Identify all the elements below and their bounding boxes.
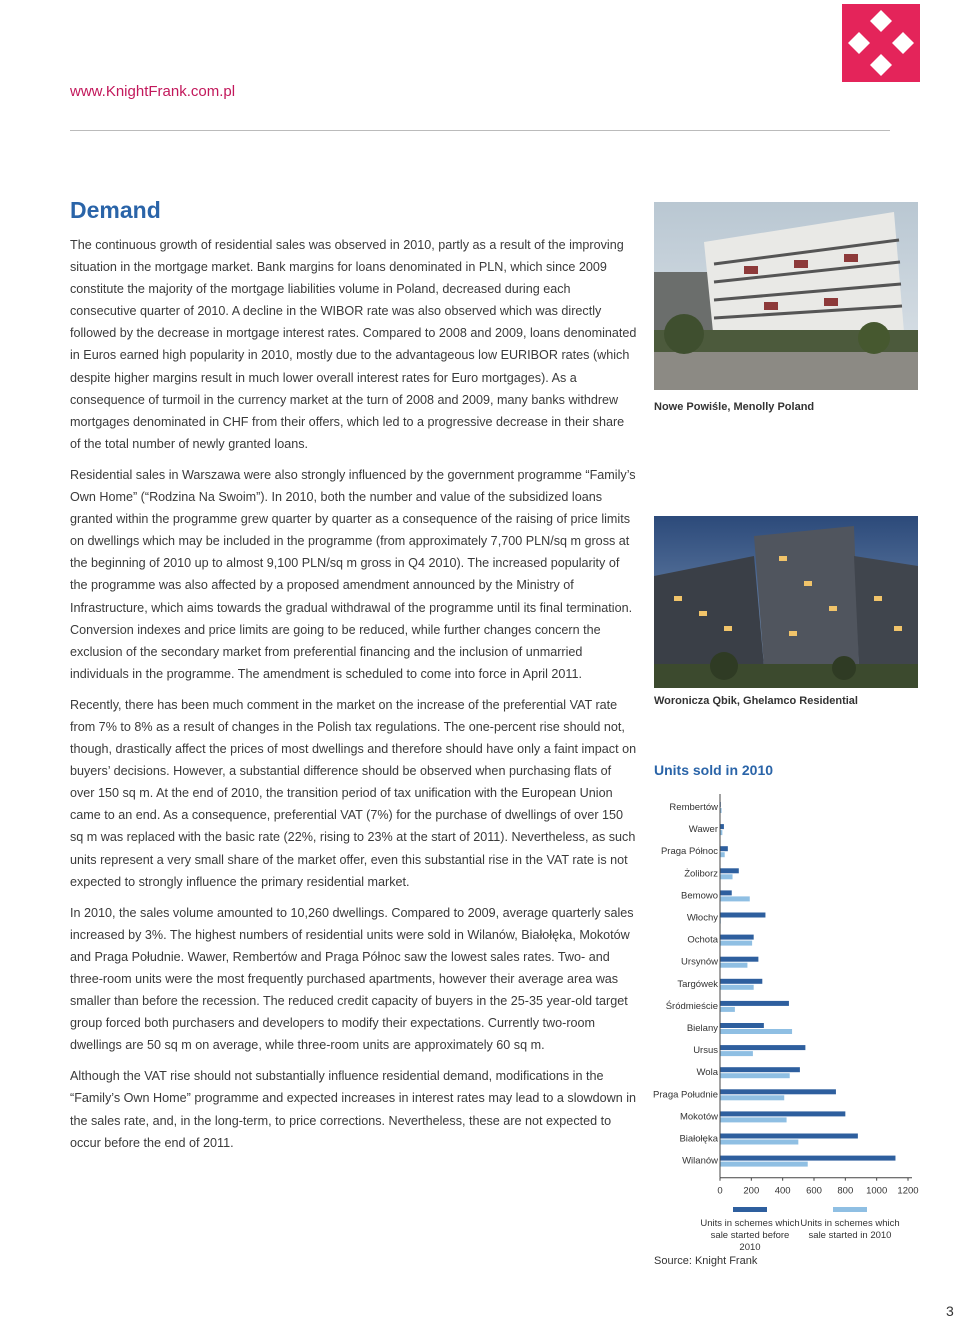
category-label: Włochy — [686, 912, 718, 924]
legend-swatch — [733, 1207, 767, 1212]
bar — [720, 1045, 805, 1050]
category-label: Bielany — [686, 1023, 718, 1034]
paragraph: The continuous growth of residential sales was observed in 2010, partly as a result of the improving situation in the mortgage market. Bank margins for loans denominated in PLN, which since 2009 constitute the majority of the mortgage liabilities volume in Poland, decreased during each consecutive quarter of 2010. A decline in the WIBOR rate was also observed which was directly followed by the decrease in mortgage interest rates. Compared to 2008 and 2009, loans denominated in Euros earned high popularity in 2010, mostly due to the advantageous low EURIBOR rates (which despite higher margins result in much lower overall interest rates for Euro mortgages). As a consequence of turmoil in the currency market at the turn of 2008 and 2009, many banks withdrew mortgages denominated in CHF from their offers, which led to a progressive decrease in their share of the total number of newly granted loans. — [70, 238, 637, 451]
x-tick-label: 200 — [743, 1185, 760, 1197]
bar — [720, 1162, 808, 1167]
bar — [720, 957, 758, 962]
category-label: Targówek — [677, 978, 718, 990]
x-tick-label: 600 — [806, 1185, 822, 1197]
bar — [720, 963, 747, 968]
legend-swatch — [833, 1207, 867, 1212]
bar — [720, 1095, 784, 1100]
legend-label: Units in schemes which sale started before 2010 — [700, 1218, 800, 1253]
paragraph: Residential sales in Warszawa were also strongly influenced by the government programme “Family’s Own Home” (“Rodzina Na Swoim”). In 2010, both the number and value of the subsidized loans granted within the programme grew quarter by quarter as a consequence of the raising of price limits on dwellings which may be included in the programme (from approximately 7,700 PLN/sq m gross at the beginning of 2010 up to almost 9,100 PLN/sq m gross in Q4 2010). The increased popularity of the programme was also affected by a proposed amendment announced by the Ministry of Infrastructure, which aims towards the gradual withdrawal of the programme until its final termination. Conversion indexes and price limits are going to be reduced, while further changes concern the exclusion of the secondary market from preferential financing and the inclusion of unmarried individuals in the programme. The amendment is scheduled to come into force in April 2011. — [70, 467, 636, 681]
photo-nowe-powisle — [654, 202, 918, 390]
bar — [720, 1067, 800, 1072]
bar — [720, 979, 762, 984]
legend-label: Units in schemes which sale started in 2010 — [800, 1218, 900, 1241]
bar — [720, 913, 765, 918]
header-divider — [70, 130, 890, 131]
bar — [720, 1023, 764, 1028]
knight-frank-logo — [842, 4, 920, 82]
x-tick-label: 0 — [717, 1185, 723, 1197]
bar — [720, 1089, 836, 1094]
bar — [720, 1134, 858, 1139]
bar — [720, 868, 739, 873]
legend-item-before-2010 — [700, 1207, 800, 1254]
category-label: Białołęka — [679, 1133, 718, 1145]
paragraph: Recently, there has been much comment in the market on the increase of the preferential VAT rate from 7% to 8% as a result of changes in the Polish tax regulations. The one-percent rise should not, though, drastically affect the prices of most dwellings and therefore should have only a faint impact on buyers’ decisions. However, a substantial difference should be observed when purchasing flats of over 150 sq m. At the end of 2010, the transition period of tax unification with the European Union came to an end. As a consequence, preferential VAT (7%) for the purchase of dwellings of over 150 sq m was replaced with the basic rate (22%, rising to 23% at the start of 2011). Nevertheless, as such units represent a very small share of the market offer, even this substantial rise in the VAT rate is not expected to strongly influence the primary residential market. — [70, 697, 637, 889]
category-label: Praga Południe — [653, 1089, 718, 1101]
bar — [720, 1140, 798, 1145]
paragraph: Although the VAT rise should not substantially influence residential demand, modifications in the “Family’s Own Home” programme and expected increases in interest rates may lead to a slowdown in the sales rate, and, in the long-term, to price corrections. Nevertheless, these are not expected to occur before the end of 2011. — [70, 1069, 637, 1150]
bar — [720, 874, 733, 879]
chart-source: Source: Knight Frank — [654, 1255, 758, 1267]
category-label: Mokotów — [679, 1111, 718, 1123]
bar — [720, 824, 724, 829]
x-tick-label: 1000 — [866, 1185, 888, 1197]
legend-item-in-2010 — [800, 1207, 900, 1242]
article-body — [70, 234, 638, 1163]
x-tick-label: 400 — [774, 1185, 791, 1197]
bar — [720, 1073, 790, 1078]
x-tick-label: 800 — [837, 1185, 854, 1197]
bar — [720, 935, 754, 940]
bar — [720, 1001, 789, 1006]
category-label: Śródmieście — [665, 1000, 718, 1012]
category-label: Rembertów — [669, 802, 718, 813]
bar — [720, 941, 752, 946]
photo-woronicza-qbik — [654, 516, 918, 688]
bar — [720, 1156, 895, 1161]
section-title: Demand — [70, 197, 161, 223]
bar — [720, 1117, 787, 1122]
site-url[interactable]: www.KnightFrank.com.pl — [70, 83, 236, 100]
units-sold-chart — [640, 790, 940, 1198]
bar — [720, 985, 754, 990]
bar — [720, 890, 732, 895]
paragraph: In 2010, the sales volume amounted to 10,260 dwellings. Compared to 2009, average quarterly sales increased by 3%. The highest numbers of residential units were sold in Wilanów, Białołęka, Mokotów and Praga Południe. Wawer, Rembertów and Praga Północ saw the lowest sales rates. Two- and three-room units were the most frequently purchased apartments, however their average area was smaller than before the recession. The reduced credit capacity of buyers in the 25-35 year-old target group forced both purchasers and developers to modify their expectations. Currently two-room dwellings are 50 sq m on average, while three-room units are approximately 60 sq m. — [70, 905, 634, 1053]
bar — [720, 1007, 735, 1012]
category-label: Wola — [696, 1067, 718, 1079]
category-label: Ursynów — [681, 956, 718, 968]
category-label: Bemowo — [681, 890, 718, 902]
x-tick-label: 1200 — [897, 1185, 919, 1197]
bar — [720, 846, 728, 851]
category-label: Praga Północ — [660, 846, 718, 858]
bar — [720, 896, 750, 901]
photo-caption: Woronicza Qbik, Ghelamco Residential — [654, 695, 858, 707]
photo-caption: Nowe Powiśle, Menolly Poland — [654, 401, 815, 413]
bar — [720, 1111, 845, 1116]
bar — [720, 1051, 753, 1056]
chart-title: Units sold in 2010 — [654, 762, 774, 778]
category-label: Żoliborz — [684, 868, 718, 880]
category-label: Wilanów — [682, 1155, 718, 1167]
category-label: Ochota — [687, 934, 718, 946]
bar — [720, 1029, 792, 1034]
bar — [720, 852, 725, 857]
category-label: Ursus — [693, 1045, 718, 1057]
category-label: Wawer — [688, 824, 718, 836]
page-number: 3 — [946, 1303, 954, 1319]
